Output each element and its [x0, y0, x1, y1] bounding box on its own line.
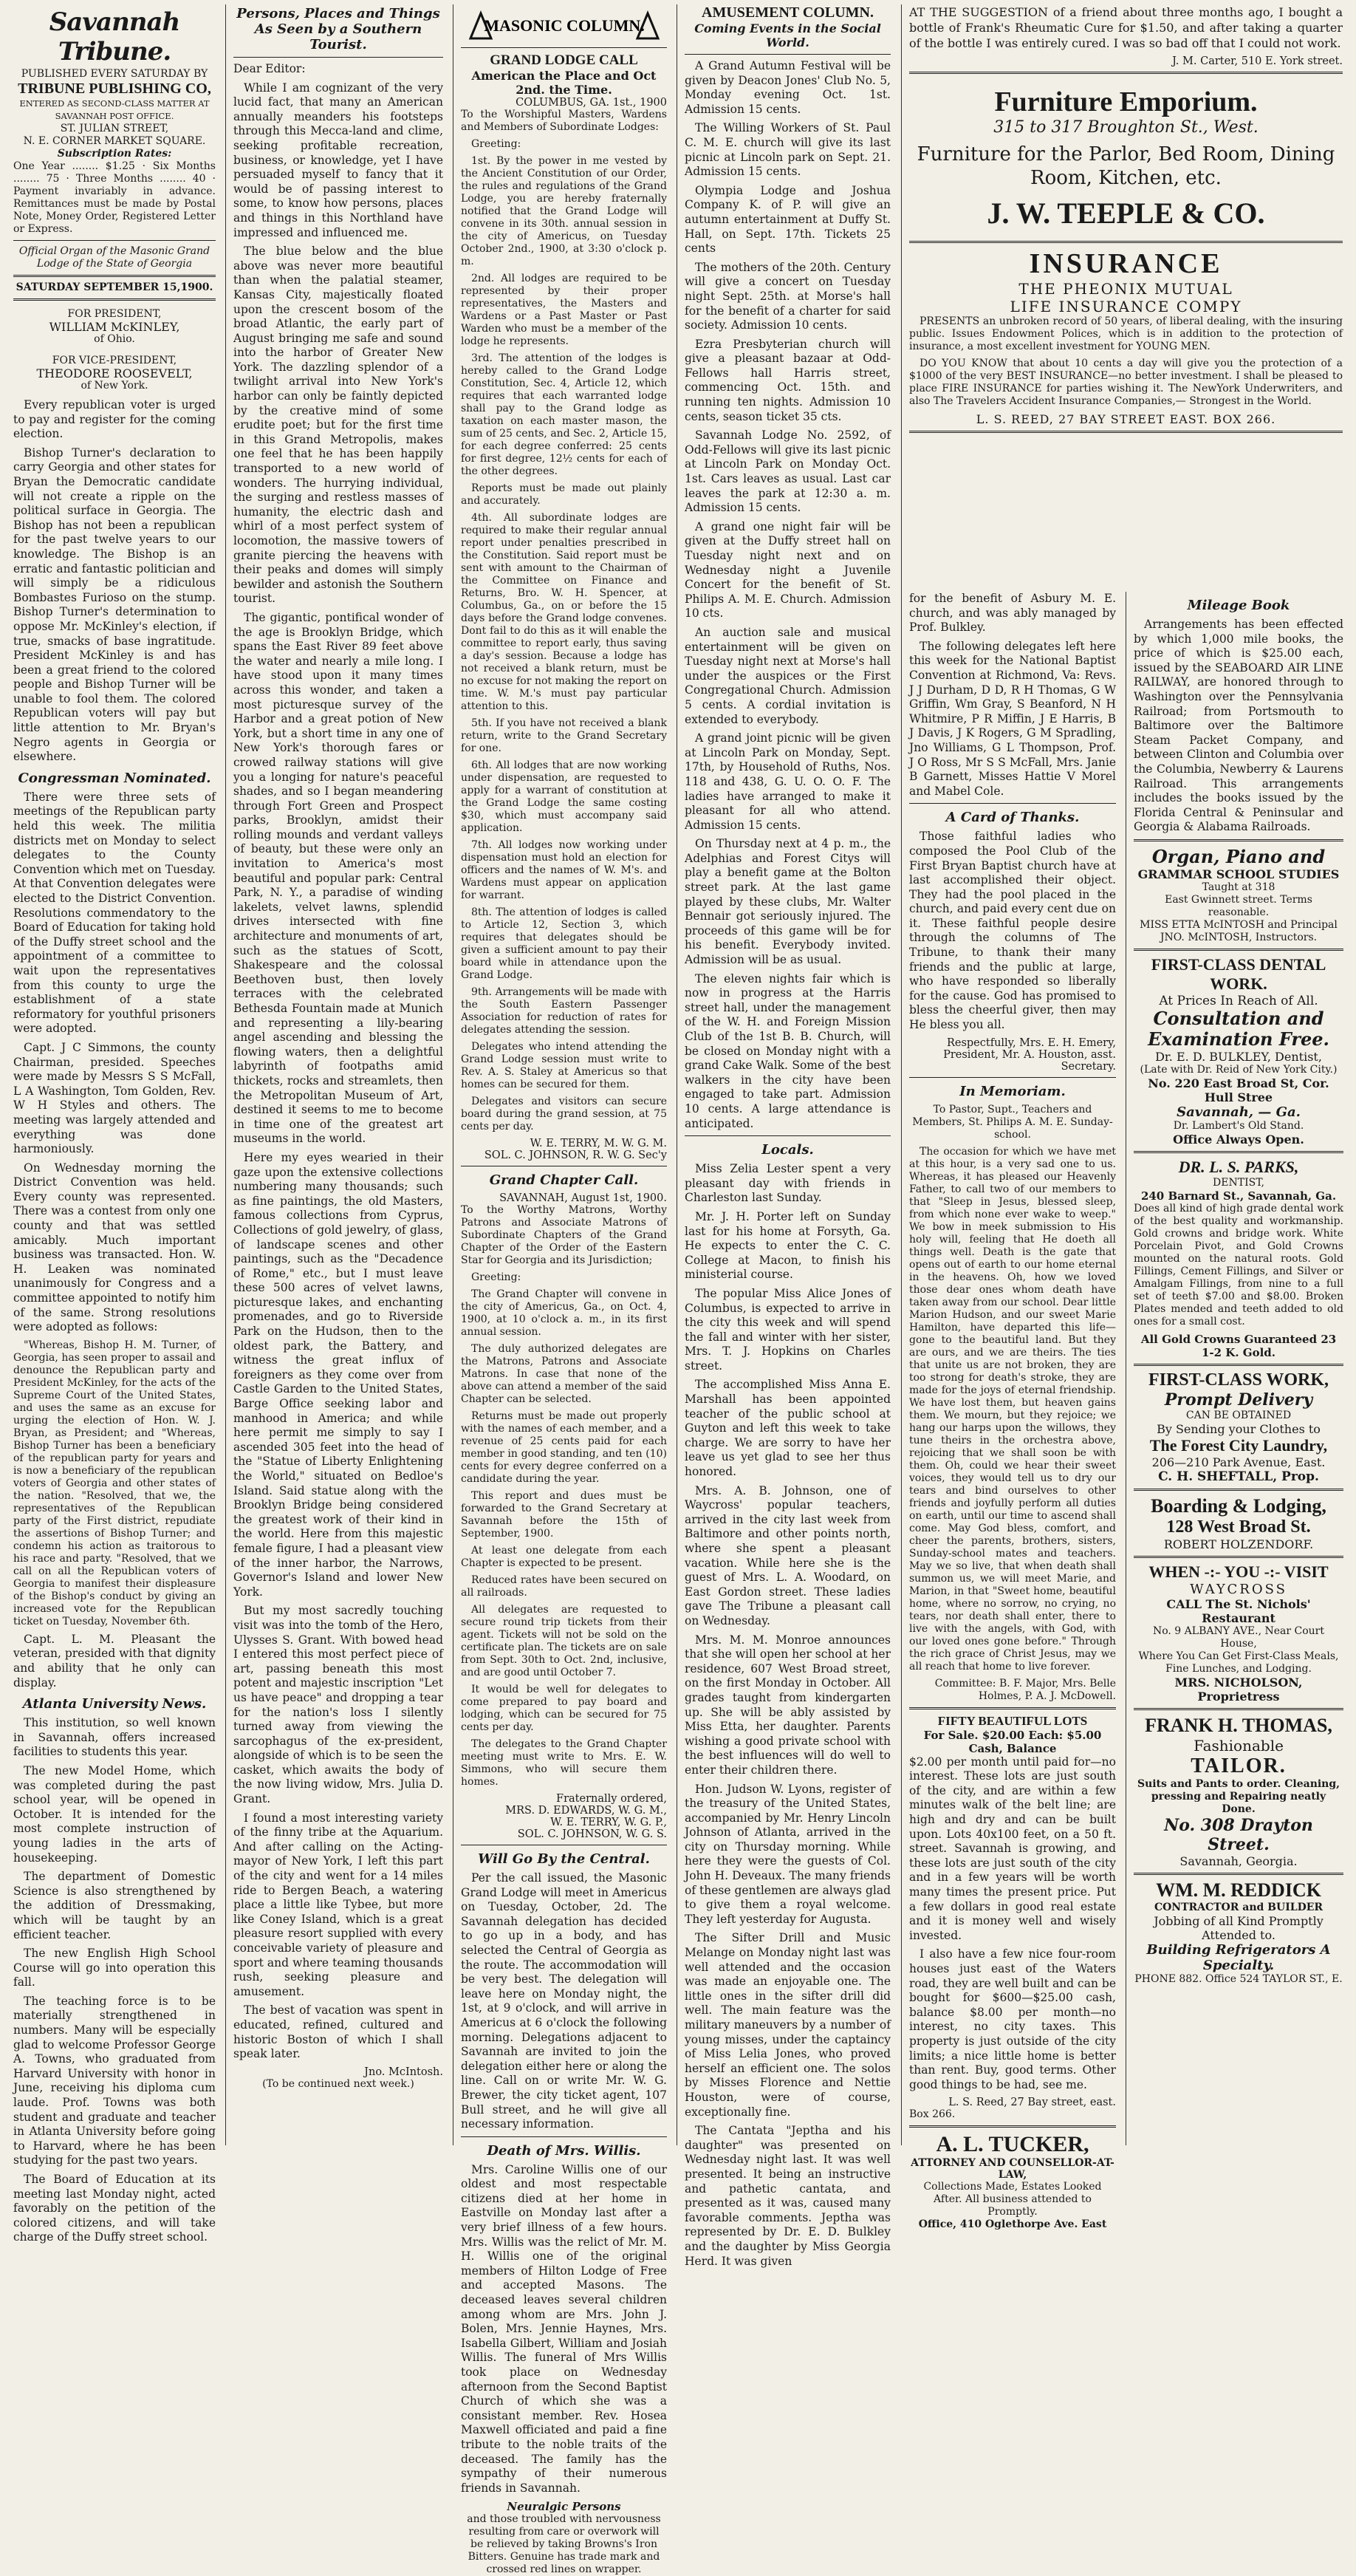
heading-tourist: Persons, Places and Things As Seen by a Southern Tourist. [236, 6, 440, 52]
call-para: Delegates who intend attending the Grand Lodge session must write to Rev. A. S. Staley at Americus so that homes can be secured for them. [461, 1041, 667, 1090]
heading-central: Will Go By the Central. [478, 1851, 650, 1867]
reddick-ref: Building Refrigerators A Specialty. [1146, 1941, 1331, 1973]
dental-sub: At Prices In Reach of All. [1159, 993, 1318, 1008]
call-para: 2nd. All lodges are required to be represented by their proper representatives, the Masters and Wardens or a Past Master or Past Warden who must be a member of the lodge he represents. [461, 273, 667, 347]
dateline: SAVANNAH, August 1st, 1900. [499, 1192, 667, 1204]
masonic-column-title: MASONIC COLUMN. [483, 16, 645, 35]
call-para: Reports must be made out plainly and accurately. [461, 482, 667, 507]
chapter-para: The Grand Chapter will convene in the city of Americus, Ga., on Oct. 4, 1900, at 10 o'clock a. m., in its first annual session. [461, 1288, 667, 1338]
local-item: Miss Zelia Lester spent a very pleasant day with friends in Charleston last Sunday. [685, 1162, 891, 1205]
insurance-sub2: LIFE INSURANCE COMPY [1010, 298, 1242, 315]
tucker-address: Office, 410 Oglethorpe Ave. East [918, 2218, 1107, 2231]
article-para: The blue below and the blue above was never more beautiful than when the palatial steamer, Kansas City, majestically floated upon the crescent bosom of the broad Atlantic, the early part of August bringing me safe and sound into the harbor of Greater New York. The dazzling splendor of a twilight arrival into New York's harbor can only be faintly depicted by the creative mind of some erudite poet; but for the first time in this Grand Metropolis, makes one feel that he has been happily transported to a new world of wonders. The hurrying individual, the surging and restless masses of humanity, the electric dash and whirl of a most perfect system of locomotion, the massive towers of granite piercing the heavens with their peaks and domes will simply bewilder and astonish the Southern tourist. [233, 245, 443, 606]
dental-late: (Late with Dr. Reid of New York City.) [1140, 1063, 1338, 1076]
for-president-label: FOR PRESIDENT, [67, 308, 162, 320]
resolutions: "Whereas, Bishop H. M. Turner, of Georgia, has seen proper to assail and denounce the Republican party and President McKinley, for the acts of the Supreme Court of the United States, and uses the same as an excuse for urging the election of Hon. W. J. Bryan, as President; and "Whereas, Bishop Turner has been a beneficiary of the republican party for years and is now a beneficiary of the republican voters of Georgia and other states of the nation. "Resolved, that we, the representatives of the Republican party of the First district, repudiate the assertions of Bishop Turner; and condemn his action as traitorous to his race and party. "Resolved, that we call on all the Republican voters of Georgia to manifest their displeasure of the Bishop's conduct by giving an increased vote for the Republican ticket on Tuesday, November 6th. [13, 1339, 216, 1627]
furniture-text: Furniture for the Parlor, Bed Room, Dining Room, Kitchen, etc. [917, 143, 1335, 189]
tucker-text: Collections Made, Estates Looked After. All business attended to Promptly. [923, 2181, 1102, 2218]
square-compass-icon [465, 9, 664, 43]
event-item: A grand joint picnic will be given at Lincoln Park on Monday, Sept. 17th, by Household of Ruths, Nos. 118 and 438, G. U. O. O. F. The ladies have arranged to make it pleasant for all who attend. Admission 15 cents. [685, 731, 891, 832]
heading-congressman: Congressman Nominated. [18, 770, 211, 786]
organ-heading: Organ, Piano and [1151, 845, 1326, 867]
chapter-para: It would be well for delegates to come prepared to pay board and lodging, which can be secured for 75 cents per day. [461, 1684, 667, 1733]
local-item: The Cantata "Jeptha and his daughter" was presented on Wednesday night last. It was well presented. It being an instructive and pathetic cantata, and presented as it was, caused many favorable comments. Jeptha was represented by Dr. E. D. Bulkley and the daughter by Miss Georgia Herd. It was given [685, 2124, 891, 2268]
parks-role: DENTIST, [1213, 1176, 1264, 1189]
boarding-address: 128 West Broad St. [1166, 1517, 1311, 1537]
call-para: 9th. Arrangements will be made with the South Eastern Passenger Association for reduction of rates for delegates attending the session. [461, 986, 667, 1036]
local-item: Mr. J. H. Porter left on Sunday last for his home at Forsyth, Ga. He expects to enter the C. C. College at Macon, to finish his ministerial course. [685, 1209, 891, 1282]
chapter-para: The duly authorized delegates are the Matrons, Patrons and Associate Matrons. In case that none of the above can attend a member of the said Chapter can be selected. [461, 1343, 667, 1405]
dental-address: No. 220 East Broad St, Cor. Hull Stree [1148, 1076, 1329, 1104]
article-para: I found a most interesting variety of the finny tribe at the Aquarium. And after calling on the Acting-mayor of New York, I left this part of the city and went for a 14 miles ride to Bergen Beach, a watering place a little like Tybee, but more like Coney Island, which is a great pleasure resort supplied with every conceivable variety of pleasure and sport and where teaming thousands rush, seeking pleasure and amusement. [233, 1811, 443, 1998]
greeting: Greeting: [471, 1271, 521, 1283]
parks-gold: All Gold Crowns Guaranteed 23 1-2 K. Gold. [1140, 1332, 1337, 1359]
delegates-para: The following delegates left here this week for the National Baptist Convention at Richmond, Va: Revs. J J Durham, D D, R H Thomas, G W Griffin, Wm Gray, S Beanford, N H Whitmire, P R Miffin, J E Harris, B J Davis, J K Rogers, G M Spradling, Jno Williams, G L Thompson, Prof. J O Ross, Mr S S McFall, Mrs. Janie B Garnett, Misses Hattie V Morel and Mabel Cole. [909, 639, 1116, 798]
column-5 [901, 4, 1350, 2231]
president-state: of Ohio. [94, 333, 135, 345]
dental-old-stand: Dr. Lambert's Old Stand. [1173, 1119, 1304, 1132]
call-para: 1st. By the power in me vested by the Ancient Constitution of our Order, the rules and regulations of the Grand Lodge, you are hereby fraternally notified that the Grand Lodge will convene in its 30th. annual session in the city of Americus, on Tuesday October 2nd., 1900, at 3:30 o'clock p. m. [461, 155, 667, 267]
signature: W. E. TERRY, W. G. P., [550, 1817, 667, 1828]
masonic-emblem [461, 9, 667, 43]
waycross-heading: WHEN -:- YOU -:- VISIT [1148, 1562, 1329, 1581]
lots-text-2: I also have a few nice four-room houses just east of the Waters road, they are well built and can be bought for $600—$25.00 cash, balance $8.00 per month—no interest, no city taxes. This property is just outside of the city limits; a nice little home is better than rent. Buy, good terms. Other good things to be had, see me. [909, 1947, 1116, 2091]
addressee: To the Worshipful Masters, Wardens and Members of Subordinate Lodges: [461, 109, 667, 133]
insurance-text: PRESENTS an unbroken record of 50 years, of liberal dealing, with the insuring public. Issues Endowment Polices, which is in addition to the protection of insurance, a most excellent investment for YOUNG MEN. [909, 315, 1343, 352]
local-item: The popular Miss Alice Jones of Columbus, is expected to arrive in the city this week and will spend the fall and winter with her sister, Mrs. T. J. Hopkins on Charles street. [685, 1286, 891, 1373]
grand-lodge-call: GRAND LODGE CALL [490, 52, 638, 68]
chapter-para: All delegates are requested to secure round trip tickets from their agent. Tickets will not be sold on the certificate plan. The tickets are on sale from Sept. 30th to Oct. 2nd, inclusive, and are good until October 7. [461, 1604, 667, 1678]
heading-mileage: Mileage Book [1187, 598, 1290, 613]
organ-instructors: MISS ETTA McINTOSH and Principal JNO. McINTOSH, Instructors. [1140, 918, 1338, 943]
article-para: But my most sacredly touching visit was into the tomb of the Hero, Ulysses S. Grant. With bowed head I entered this most perfect piece of art, passing beneath this most potent and majestic inscription "Let us have peace" and dropping a tear for the nation's loss I silently turned away from viewing the sarcophagus of the ex-president, alongside of which is to be seen the casket, which awaits the body of the now living widow, Mrs. Julia D. Grant. [233, 1604, 443, 1806]
reddick-phone: PHONE 882. Office 524 TAYLOR ST., E. [1134, 1972, 1343, 1985]
waycross-prop: MRS. NICHOLSON, Proprietress [1174, 1675, 1303, 1704]
furniture-company: J. W. TEEPLE & CO. [987, 197, 1265, 230]
laundry-address: 206—210 Park Avenue, East. [1151, 1455, 1326, 1469]
organ-taught: Taught at 318 [1202, 881, 1275, 893]
signature: SOL. C. JOHNSON, R. W. G. Sec'y [484, 1149, 667, 1161]
corner-line: N. E. CORNER MARKET SQUARE. [23, 135, 206, 147]
call-para: 4th. All subordinate lodges are required to make their regular annual report under penalties prescribed in the Constitution. Said report must be sent with amount to the Chairman of the Committee on Finance and Returns, Bro. W. H. Spencer, at Columbus, Ga., on or before the 15 days before the Grand lodge convenes. Dont fail to do this as it will enable the committee to report early, thus saving a day's session. Because a lodge has not received a blank return, must be no excuse for not making the report on time. W. M.'s must pay particular attention to this. [461, 512, 667, 712]
thomas-name: FRANK H. THOMAS, [1145, 1714, 1332, 1736]
heading-grand-chapter: Grand Chapter Call. [489, 1172, 639, 1188]
insurance-sub1: THE PHEONIX MUTUAL [1018, 280, 1233, 298]
article-para: The new Model Home, which was completed during the past school year, will be opened in October. It is intended for the most complete instruction of young ladies in the arts of housekeeping. [13, 1763, 216, 1865]
local-item: Hon. Judson W. Lyons, register of the treasury of the United States, accompanied by Mr. Henry Lincoln Johnson of Atlanta, arrived in the city on Thursday morning. While here they were the guests of Col. John H. Deveaux. The many friends of these gentlemen are always glad to give them a royal welcome. They left yesterday for Augusta. [685, 1782, 891, 1926]
subscription-heading: Subscription Rates: [57, 148, 172, 160]
thomas-text: Suits and Pants to order. Cleaning, pressing and Repairing neatly Done. [1137, 1777, 1340, 1815]
memoriam-text: The occasion for which we have met at this hour, is a very sad one to us. Whereas, it has pleased our Heavenly Father, to call two of our members to that "Sleep in Jesus, blessed sleep, from which none ever wake to weep." We bow in meek submission to His holy will, feeling that He doeth all things well. Death is the gate that opens out of earth to our home eternal in the heavens. Oh, how we loved those dear ones whom death have taken away from our school. Dear little Marion Hudson, and our sweet Marie Hamilton, have departed this life—gone to the beautiful land. But they are ours, and we are theirs. The ties that unite us are not broken, they are too strong for death's stroke, they are made for the joys of eternal friendship. We have lost them, but heaven gains them. We mourn, but they rejoice; we hang our harps upon the willows, they tune theirs in the orchestra above, rejoicing that we shall soon be with them. Oh, could we hear their sweet voices, they would tell us to dry our tears and bind ourselves to other friends and joyfully perform all duties on earth, until our time to ascend shall come. May God bless, comfort, and cheer the parents, brothers, sisters, Sunday-school mates and teachers. May we so live, that when death shall summon us, we will meet Marie, and Marion, in that "Sweet home, beautiful home, where no sorrow, no crying, no tears, nor death shall enter, there to live with the angels, with God, with our loved ones gone before." Through the rich grace of Christ Jesus, may we all reach that home to live forever. [909, 1145, 1116, 1673]
article-para: There were three sets of meetings of the Republican party held this week. The militia districts met on Monday to select delegates to the County Convention which met on Tuesday. At that Convention delegates were elected to the District Convention. Resolutions commendatory to the Board of Education for taking hold of the Duffy street school and the appointment of a committee to wait upon the representatives from this county to urge the establishment of a state reformatory for youthful prisoners were adopted. [13, 790, 216, 1036]
article-para: On Wednesday morning the District Convention was held. Every county was represented. There was a contest from only one county and that was settled amicably. Much important business was transacted. Hon. W. H. Leaken was nominated unanimously for Congress and a committee appointed to notify him of the same. Strong resolutions were adopted as follows: [13, 1161, 216, 1334]
publisher-name: TRIBUNE PUBLISHING CO, [18, 81, 211, 97]
heading-in-memoriam: In Memoriam. [959, 1083, 1066, 1099]
column-3 [453, 4, 674, 2576]
article-para: Capt. J C Simmons, the county Chairman, presided. Speeches were made by Messrs S S McFall, L A Washington, Tom Golden, Rev. W H Styles and others. The meeting was largely attended and everything was done harmoniously. [13, 1040, 216, 1156]
thanks-para: Those faithful ladies who composed the Pool Club of the First Bryan Baptist church have at last accomplished their object. They had the pool placed in the church, and paid every cent due on it. These faithful people desire through the columns of The Tribune, to thank their many friends and the public at large, who have responded so liberally for the cause. God has promised to bless the cheerful giver, then may He bless you all. [909, 830, 1116, 1032]
signature: W. E. TERRY, M. W. G. M. [530, 1138, 667, 1149]
column-1 [6, 4, 223, 2244]
addressee: To the Worthy Matrons, Worthy Patrons and Associate Matrons of Subordinate Chapters of the Grand Chapter of the Order of the Eastern Star for Georgia and its Jurisdiction; [461, 1204, 667, 1266]
call-para: 5th. If you have not received a blank return, write to the Grand Secretary for one. [461, 717, 667, 754]
amusement-column-title: AMUSEMENT COLUMN. [702, 4, 874, 21]
reddick-role: CONTRACTOR and BUILDER [1154, 1901, 1324, 1913]
editorial-bishop-turner: Bishop Turner's declaration to carry Georgia and other states for Bryan the Democratic candidate will not create a ripple on the political surface in Georgia. The Bishop has not been a republican for the past twelve years to our knowledge. The Bishop is an erratic and fantastic politician and will simply be a ridiculous Bombastes Furioso on the stump. Bishop Turner's determination to oppose Mr. McKinley's election, if true, smacks of base ingratitude. President McKinley is and has been a great friend to the colored people and Bishop Turner will be unable to fool them. The colored Republican voters will pay but little attention to Mr. Bryan's Negro agents in Georgia or elsewhere. [13, 445, 216, 764]
signature: Jno. McIntosh. [364, 2066, 443, 2078]
organ-heading-2: GRAMMAR SCHOOL STUDIES [1137, 867, 1340, 881]
ad-neuralgic-heading: Neuralgic Persons [507, 2500, 621, 2514]
insurance-text-2: DO YOU KNOW that about 10 cents a day will give you the protection of a $1000 of the very BEST INSURANCE—no better investment. I shall be pleased to place FIRE INSURANCE for parties wishing it. The NewYork Underwriters, and also The Travelers Accident Insurance Companies,— Strongest in the World. [909, 358, 1343, 407]
dental-heading: FIRST-CLASS DENTAL WORK. [1151, 954, 1326, 993]
local-item: Mrs. M. M. Monroe announces that she will open her school at her residence, 607 West Broad street, on the first Monday in October. All grades taught from kindergarten up. She will be ably assisted by Miss Etta, her daughter. Parents wishing a good private school with the best influences will do well to enter their children there. [685, 1633, 891, 1777]
editorial-register: Every republican voter is urged to pay and register for the coming election. [13, 398, 216, 441]
chapter-para: This report and dues must be forwarded to the Grand Secretary at Savannah before the 15th of September, 1900. [461, 1490, 667, 1540]
entered-line: ENTERED AS SECOND-CLASS MATTER AT SAVANNAH POST OFFICE. [19, 98, 210, 121]
laundry-name: The Forest City Laundry, [1149, 1435, 1328, 1455]
dental-doctor: Dr. E. D. BULKLEY, Dentist, [1155, 1049, 1322, 1064]
boarding-name: ROBERT HOLZENDORF. [1163, 1537, 1314, 1551]
for-vp-label: FOR VICE-PRESIDENT, [52, 355, 177, 366]
subscription-rates: One Year ........ $1.25 · Six Months ........ 75 · Three Months ........ 40 · Payment invariably in advance. Remittances must be made by Postal Note, Money Order, Registered Letter or Express. [13, 160, 216, 235]
call-para: 8th. The attention of lodges is called to Article 12, Section 3, which requires that delegates should be given a sufficient amount to pay their board while in attendance upon the Grand Lodge. [461, 906, 667, 981]
column-4 [677, 4, 898, 2268]
thomas-address: No. 308 Drayton Street. [1164, 1815, 1313, 1854]
article-para: Per the call issued, the Masonic Grand Lodge will meet in Americus on Tuesday, October, 2d. The Savannah delegation has decided to go up in a body, and has selected the Central of Georgia as the route. The accommodation will be very best. The delegation will leave here on Monday night, the 1st, at 9 o'clock, and will arrive in Americus at 6 o'clock the following morning. Delegations adjacent to Savannah are invited to join the delegation either here or along the line. Call on or write Mr. W. G. Brewer, the city ticket agent, 107 Bull street, and he will give all necessary information. [461, 1871, 667, 2131]
dental-city: Savannah, — Ga. [1177, 1104, 1301, 1120]
waycross-call: CALL The St. Nichols' Restaurant [1166, 1596, 1311, 1625]
article-para: The new English High School Course will go into operation this fall. [13, 1947, 216, 1989]
article-para: Capt. L. M. Pleasant the veteran, presided with that dignity and ability that he only can display. [13, 1632, 216, 1690]
event-item: The mothers of the 20th. Century will give a concert on Tuesday night Sept. 25th. at Morse's hall for the benefit of a charter for said society. Admission 10 cents. [685, 260, 891, 332]
tucker-name: A. L. TUCKER, [936, 2132, 1089, 2157]
event-item: A grand one night fair will be given at the Duffy street hall on Tuesday night next and on Wednesday night a Juvenile Concert for the benefit of St. Philips A. M. E. Church. Admission 10 cts. [685, 519, 891, 621]
event-item: On Thursday next at 4 p. m., the Adelphias and Forest Citys will play a benefit game at the Bolton street park. At the last game played by these clubs, Mr. Walter Bennair got seriously injured. The proceeds of this game will be for his benefit. Everybody invited. Admission will be as usual. [685, 837, 891, 967]
column-2 [225, 4, 451, 2145]
event-item: An auction sale and musical entertainment will be given on Tuesday night next at Morse's hall under the auspices or the First Congregational Church. Admission 5 cents. A cordial invitation is extended to everybody. [685, 625, 891, 726]
street-line: ST. JULIAN STREET, [60, 123, 169, 134]
column-5a [902, 592, 1123, 2231]
article-para: The Board of Education at its meeting last Monday night, acted favorably on the petition of the colored citizens, and will take charge of the Duffy street school. [13, 2173, 216, 2244]
chapter-para: Returns must be made out properly with the names of each member, and a revenue of 25 cents paid for each member in good standing, and ten (10) cents for every degree conferred on a candidate during the year. [461, 1410, 667, 1485]
tucker-role: ATTORNEY AND COUNSELLOR-AT-LAW, [911, 2157, 1114, 2182]
waycross-meals: Where You Can Get First-Class Meals, Fine Lunches, and Lodging. [1138, 1650, 1339, 1675]
memoriam-signature: Committee: B. F. Major, Mrs. Belle Holmes, P. A. J. McDowell. [934, 1677, 1116, 1702]
parks-heading: DR. L. S. PARKS, [1178, 1157, 1299, 1176]
continued-note: (To be continued next week.) [262, 2077, 414, 2090]
boarding-heading: Boarding & Lodging, [1151, 1494, 1326, 1517]
organ-address: East Gwinnett street. Terms reasonable. [1165, 893, 1312, 918]
furniture-heading: Furniture Emporium. [994, 86, 1258, 117]
laundry-can: CAN BE OBTAINED [1185, 1409, 1292, 1421]
article-para: While I am cognizant of the very lucid fact, that many an American annually meanders his footsteps through this Mecca-land and clime, seeking profitable recreation, business, or knowledge, yet I have persuaded myself to fancy that it would be of passing interest to some, to know how persons, places and things in this Northland have impressed and influenced me. [233, 81, 443, 239]
laundry-heading: FIRST-CLASS WORK, [1148, 1370, 1329, 1390]
laundry-by: By Sending your Clothes to [1157, 1421, 1321, 1436]
article-para: The department of Domestic Science is also strengthened by the addition of Dressmaking, which will be taught by an efficient teacher. [13, 1870, 216, 1941]
event-item: The Willing Workers of St. Paul C. M. E. church will give its last picnic at Lincoln park on Sept. 21. Admission 15 cents. [685, 121, 891, 179]
masthead: Savannah Tribune. [49, 7, 180, 66]
rheumatic-signature: J. M. Carter, 510 E. York street. [1172, 55, 1343, 67]
issue-date: SATURDAY SEPTEMBER 15,1900. [16, 281, 213, 293]
insurance-heading: INSURANCE [1029, 248, 1223, 279]
rheumatic-ad: AT THE SUGGESTION of a friend about three months ago, I bought a bottle of Frank's Rheumatic Cure for $1.50, and after taking a quarter of the bottle I was entirely cured. I was so bad off that I could not work. [909, 5, 1343, 50]
article-para: Here my eyes wearied in their gaze upon the extensive collections numbering many thousands; such as fine paintings, the old Masters, famous collections from Cyprus, Collections of gold jewelry, of glass, of landscape scenes and other paintings, such as the "Decadence of Rome," etc., but I must leave these 500 acres of velvet lawns, picturesque lakes, and enchanting promenades, and go to Riverside Park on the Hudson, then to the oldest park, the Battery, and witness the great influx of foreigners as they come over from Castle Garden to the United States, Barge Office seeking labor and manhood in America; and while here permit me simply to say I ascended 305 feet into the head of the "Statue of Liberty Enlightening the World," situated on Bedloe's Island. Said statue along with the Brooklyn Bridge being considered the greatest work of their kind in the world. Here from this majestic female figure, I had a pleasant view of the inner harbor, the Narrows, Governor's Island and lower New York. [233, 1150, 443, 1599]
lots-heading: FIFTY BEAUTIFUL LOTS [937, 1713, 1088, 1728]
heading-locals: Locals. [761, 1142, 814, 1158]
waycross-city: WAYCROSS [1190, 1581, 1287, 1597]
lots-box: Box 266. [909, 2108, 956, 2121]
greeting: Greeting: [471, 138, 521, 150]
local-item: The Sifter Drill and Music Melange on Monday night last was well attended and the occasion was made an enjoyable one. The little ones in the sifter drill did well. The main feature was the military maneuvers by a number of young misses, under the captaincy of Miss Lelia Jones, who proved herself an efficient one. The solos by Misses Florence and Nettie Houston, were of course, exceptionally fine. [685, 1931, 891, 2119]
local-item: The accomplished Miss Anna E. Marshall has been appointed teacher of the public school at Guyton and left this week to take charge. We are sorry to have her leave us yet glad to see her thus honored. [685, 1378, 891, 1479]
lots-text: $2.00 per month until paid for—no interest. These lots are just south of the city, and are within a few minutes walk of the belt line; are high and dry and can be built upon. Lots 40x100 feet, on a 50 ft. street. Savannah is growing, and these lots are just south of the city and in a few years will be worth many times the present price. Put a few dollars in good real estate and it is money well and wisely invested. [909, 1755, 1116, 1942]
salutation: Dear Editor: [233, 62, 306, 75]
ad-neuralgic-text: and those troubled with nervousness resulting from care or overwork will be relieved by taking Browns's Iron Bitters. Genuine has trade mark and crossed red lines on wrapper. [467, 2513, 661, 2576]
vp-name: THEODORE ROOSEVELT, [36, 366, 193, 380]
event-item: Ezra Presbyterian church will give a pleasant bazaar at Odd-Fellows hall Harris street, commencing Oct. 15th. and running ten nights. Admission 10 cents, season ticket 35 cts. [685, 337, 891, 423]
signature: SOL. C. JOHNSON, W. G. S. [517, 1828, 667, 1840]
chapter-para: At least one delegate from each Chapter is expected to be present. [461, 1545, 667, 1569]
grand-lodge-subhead: American the Place and Oct 2nd. the Time. [471, 69, 657, 97]
event-item: Olympia Lodge and Joshua Company K. of P. will give an autumn entertainment at Duffy St. Hall, on Sept. 17th. Tickets 25 cents [685, 183, 891, 256]
published-line: PUBLISHED EVERY SATURDAY BY [21, 68, 208, 80]
article-para: The teaching force is to be materially strengthened in numbers. Many will be especially glad to welcome Professor George A. Towns, who graduated from Harvard University with honor in June, receiving his diploma cum laude. Prof. Towns was both student and graduate and teacher in Atlanta University before going to Harvard, where he has been studying for the past two years. [13, 1994, 216, 2167]
heading-atlanta-university: Atlanta University News. [22, 1696, 207, 1712]
waycross-address: No. 9 ALBANY AVE., Near Court House, [1152, 1624, 1325, 1650]
laundry-sub: Prompt Delivery [1164, 1390, 1313, 1410]
local-item: Mrs. A. B. Johnson, one of Waycross' popular teachers, arrived in the city last week from Baltimore and other points north, where she spent a pleasant vacation. While here she is the guest of Mrs. L. A. Woodard, on East Gordon street. These ladies gave The Tribune a pleasant call on Wednesday. [685, 1483, 891, 1627]
chapter-para: Reduced rates have been secured on all railroads. [461, 1574, 667, 1599]
lots-signature: L. S. Reed, 27 Bay street, east. [948, 2097, 1116, 2109]
parks-text: Does all kind of high grade dental work of the best quality and workmanship. Gold crowns and bridge work. White Porcelain Pivot, and Gold Crowns mounted on the natural roots. Gold Fillings, Cement Fillings, and Silver or Amalgam Fillings, from nine to a full set of teeth $7.00 and $8.00. Broken Plates mended and teeth added to old ones for a small cost. [1134, 1202, 1343, 1328]
signature: Fraternally ordered, [556, 1793, 667, 1805]
thomas-city: Savannah, Georgia. [1179, 1854, 1298, 1868]
lots-sale: For Sale. $20.00 Each: $5.00 Cash, Balance [923, 1728, 1102, 1755]
dental-open: Office Always Open. [1173, 1132, 1304, 1147]
mileage-text: Arrangements has been effected by which 1,000 mile books, the price of which is $25.00 each, issued by the SEABOARD AIR LINE RAILWAY, are honored through to Washington over the Pennsylvania Railroad; from Portsmouth to Baltimore over the Baltimore Steam Packet Company, and between Clinton and Columbia over the Columbia, Newberry & Laurens Railroad. This arrangements includes the books issued by the Florida Central & Peninsular and Georgia & Alabama Railroads. [1134, 618, 1343, 834]
thomas-fashionable: Fashionable [1194, 1736, 1284, 1755]
call-para: 6th. All lodges that are now working under dispensation, are requested to apply for a warrant of constitution at the Grand Lodge the same costing $30, which must accompany said application. [461, 759, 667, 834]
call-para: 3rd. The attention of the lodges is hereby called to the Grand Lodge Constitution, Sec. 4, Article 12, which requires that each warranted lodge shall pay to the Grand lodge as taxation on each master mason, the sum of 25 cents, and Sec. 2, Article 15, for each degree conferred: 25 cents for first degree, 12½ cents for each of the other degrees. [461, 352, 667, 477]
thomas-tailor: TAILOR. [1191, 1754, 1287, 1777]
furniture-address: 315 to 317 Broughton St., West. [993, 118, 1259, 137]
vp-state: of New York. [81, 380, 148, 392]
reddick-text: Jobbing of all Kind Promptly Attended to. [1154, 1913, 1324, 1942]
event-item: A Grand Autumn Festival will be given by Deacon Jones' Club No. 5, Monday evening Oct. 1st. Admission 15 cents. [685, 59, 891, 116]
insurance-address: L. S. REED, 27 BAY STREET EAST. BOX 266. [976, 412, 1276, 426]
signature: MRS. D. EDWARDS, W. G. M., [505, 1805, 667, 1817]
event-item: The eleven nights fair which is now in progress at the Harris street hall, under the management of the W. H. and Foreign Mission Club of the 1st B. B. Church, will be closed on Monday night with a grand Cake Walk. Some of the best walkers in the city have been engaged to take part. Admission 10 cents. A large attendance is anticipated. [685, 971, 891, 1130]
benefit-continued: for the benefit of Asbury M. E. church, and was ably managed by Prof. Bulkley. [909, 592, 1116, 635]
reddick-name: WM. M. REDDICK [1156, 1879, 1321, 1901]
call-para: 7th. All lodges now working under dispensation must hold an election for officers and the names of W. M's. and Wardens must appear on application for warrant. [461, 839, 667, 901]
official-organ: Official Organ of the Masonic Grand Lodge of the State of Georgia [18, 245, 210, 270]
laundry-prop: C. H. SHEFTALL, Prop. [1158, 1469, 1319, 1484]
thanks-signature: Respectfully, Mrs. E. H. Emery, President, Mr. A. Houston, asst. Secretary. [943, 1036, 1116, 1073]
amusement-subtitle: Coming Events in the Social World. [694, 21, 881, 49]
column-5b [1126, 592, 1351, 2145]
event-item: Savannah Lodge No. 2592, of Odd-Fellows will give its last picnic at Lincoln Park on Monday Oct. 1st. Cars leaves as usual. Last car leaves the park at 12:30 a. m. Admission 15 cents. [685, 428, 891, 515]
memoriam-address: To Pastor, Supt., Teachers and Members, St. Philips A. M. E. Sunday-school. [912, 1103, 1113, 1141]
president-name: WILLIAM McKINLEY, [49, 320, 180, 334]
parks-address: 240 Barnard St., Savannah, Ga. [1140, 1189, 1337, 1203]
heading-death-willis: Death of Mrs. Willis. [487, 2142, 641, 2159]
article-para: This institution, so well known in Savannah, offers increased facilities to students this year. [13, 1716, 216, 1759]
dental-consultation: Consultation and Examination Free. [1148, 1007, 1329, 1050]
call-para: Delegates and visitors can secure board during the grand session, at 75 cents per day. [461, 1096, 667, 1132]
heading-card-of-thanks: A Card of Thanks. [945, 810, 1080, 826]
article-para: Mrs. Caroline Willis one of our oldest and most respectable citizens died at her home in Eastville on Monday last after a very brief illness of a few hours. Mrs. Willis was the relict of Mr. M. H. Willis one of the original members of Hilton Lodge of Free and accepted Masons. The deceased leaves several children among whom are Mrs. John J. Bolen, Mrs. Jennie Haynes, Mrs. Isabella Gilbert, William and Josiah Willis. The funeral of Mrs Willis took place on Wednesday afternoon from the Second Baptist Church of which she was a consistant member. Rev. Hosea Maxwell officiated and paid a fine tribute to the noble traits of the deceased. The family has the sympathy of their numerous friends in Savannah. [461, 2162, 667, 2495]
chapter-para: The delegates to the Grand Chapter meeting must write to Mrs. E. W. Simmons, who will secure them homes. [461, 1738, 667, 1788]
article-para: The gigantic, pontifical wonder of the age is Brooklyn Bridge, which spans the East River 89 feet above the water and nearly a mile long. I have stood upon it many times across this wonder, and taken a most picturesque survey of the Harbor and a great potion of New York, but a short time in any one of New York's thorough fares or crowed railway stations will give you a longing for nature's peaceful shades, and so I began meandering through Fort Green and Prospect parks, Brooklyn, amidst their rolling mounds and verdant valleys of beauty, but these were only an invitation to America's most beautiful and popular park: Central Park, N. Y., a paradise of winding lakelets, velvet lawns, splendid drives intersected with fine architecture and monuments of art, such as the statues of Scott, Shakespeare and the colossal Beethoven bust, then lovely terraces with the celebrated Bethesda Fountain made at Munich and representing a lily-bearing angel ascending and blessing the flowing waters, then a delightful labyrinth of footpaths amid thickets, rocks and streamlets, then the Metropolitan Museum of Art, destined it seems to me to become in time one of the greatest art museums in the world. [233, 610, 443, 1146]
dateline: COLUMBUS, GA. 1st., 1900 [516, 97, 667, 109]
article-para: The best of vacation was spent in educated, refined, cultured and historic Boston of which I shall speak later. [233, 2003, 443, 2061]
